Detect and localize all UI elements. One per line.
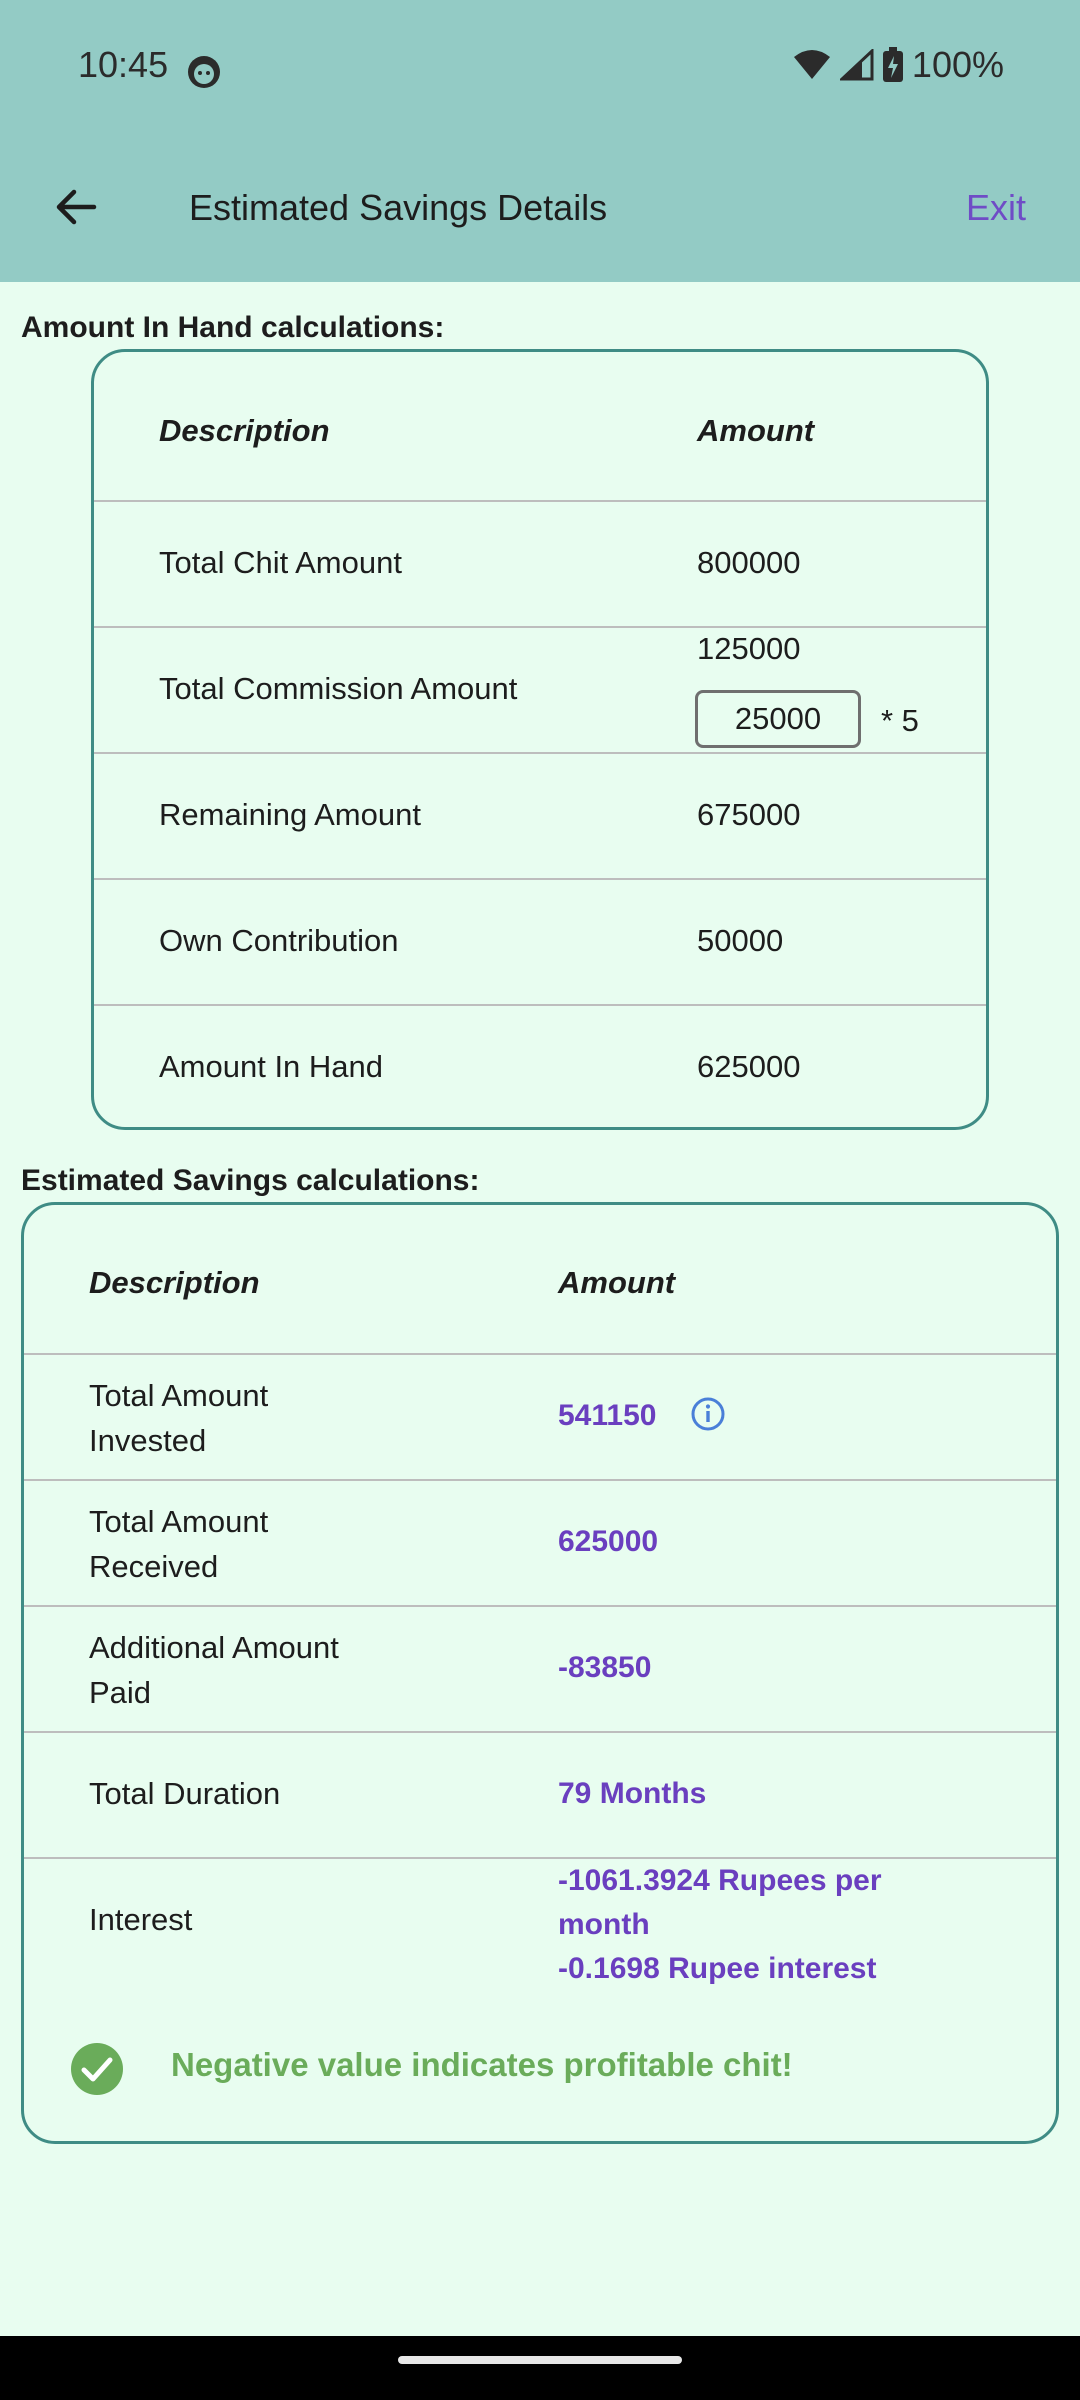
row-value: 50000 bbox=[697, 923, 784, 958]
status-time: 10:45 bbox=[78, 44, 169, 85]
header-description: Description bbox=[159, 413, 330, 448]
row-value: 125000 bbox=[697, 631, 801, 666]
row-value: 625000 bbox=[697, 1049, 801, 1084]
table-row bbox=[94, 878, 986, 1006]
table-row bbox=[94, 500, 986, 628]
row-label: Total Chit Amount bbox=[159, 545, 402, 580]
interest-value-line2: month bbox=[558, 1908, 650, 1941]
profit-note: Negative value indicates profitable chit! bbox=[171, 2046, 793, 2083]
status-bar bbox=[0, 0, 1080, 135]
estimated-savings-heading: Estimated Savings calculations: bbox=[21, 1164, 480, 1197]
row-label: Total Amount Invested bbox=[89, 1378, 269, 1458]
commission-input[interactable]: 25000 bbox=[695, 690, 861, 748]
exit-button[interactable]: Exit bbox=[965, 187, 1026, 228]
total-duration-value: 79 Months bbox=[558, 1777, 707, 1810]
page-title: Estimated Savings Details bbox=[189, 187, 608, 228]
table-row bbox=[94, 1004, 986, 1130]
arrow-left-icon bbox=[52, 183, 100, 231]
row-label: Amount In Hand bbox=[159, 1049, 384, 1084]
row-label: Remaining Amount bbox=[159, 797, 421, 832]
info-icon[interactable] bbox=[690, 1396, 726, 1432]
total-received-value: 625000 bbox=[558, 1525, 659, 1558]
back-button[interactable] bbox=[42, 173, 110, 241]
interest-value-line3: -0.1698 Rupee interest bbox=[558, 1952, 877, 1985]
battery-charging-icon bbox=[882, 47, 904, 83]
status-right bbox=[792, 44, 1004, 86]
commission-multiplier: * 5 bbox=[881, 703, 919, 738]
row-label: Interest bbox=[89, 1902, 193, 1937]
row-label: Additional Amount Paid bbox=[89, 1630, 339, 1710]
app-bar bbox=[0, 135, 1080, 282]
table-row bbox=[24, 1353, 1056, 1481]
check-circle-icon bbox=[69, 2041, 125, 2097]
row-value: 675000 bbox=[697, 797, 801, 832]
amount-in-hand-heading: Amount In Hand calculations: bbox=[21, 311, 445, 344]
additional-paid-value: -83850 bbox=[558, 1651, 652, 1684]
row-label: Total Amount Received bbox=[89, 1504, 269, 1584]
row-value: 800000 bbox=[697, 545, 801, 580]
navigation-bar bbox=[0, 2336, 1080, 2400]
table-row bbox=[24, 1605, 1056, 1733]
row-label: Total Duration bbox=[89, 1776, 281, 1811]
battery-percent: 100% bbox=[911, 44, 1004, 85]
header-amount: Amount bbox=[697, 413, 815, 448]
home-gesture-handle[interactable] bbox=[398, 2356, 682, 2364]
row-label: Total Commission Amount bbox=[159, 671, 518, 706]
table-row bbox=[94, 752, 986, 880]
header-amount: Amount bbox=[558, 1265, 676, 1300]
signal-icon bbox=[840, 49, 874, 81]
face-icon bbox=[184, 52, 224, 92]
header-description: Description bbox=[89, 1265, 260, 1300]
interest-value-line1: -1061.3924 Rupees per bbox=[558, 1864, 882, 1897]
total-invested-value: 541150 bbox=[558, 1399, 657, 1432]
estimated-savings-table bbox=[21, 1202, 1059, 2144]
table-row bbox=[24, 1857, 1056, 1985]
row-label: Own Contribution bbox=[159, 923, 399, 958]
table-row bbox=[24, 1479, 1056, 1607]
table-row bbox=[24, 1731, 1056, 1859]
wifi-icon bbox=[792, 49, 832, 81]
